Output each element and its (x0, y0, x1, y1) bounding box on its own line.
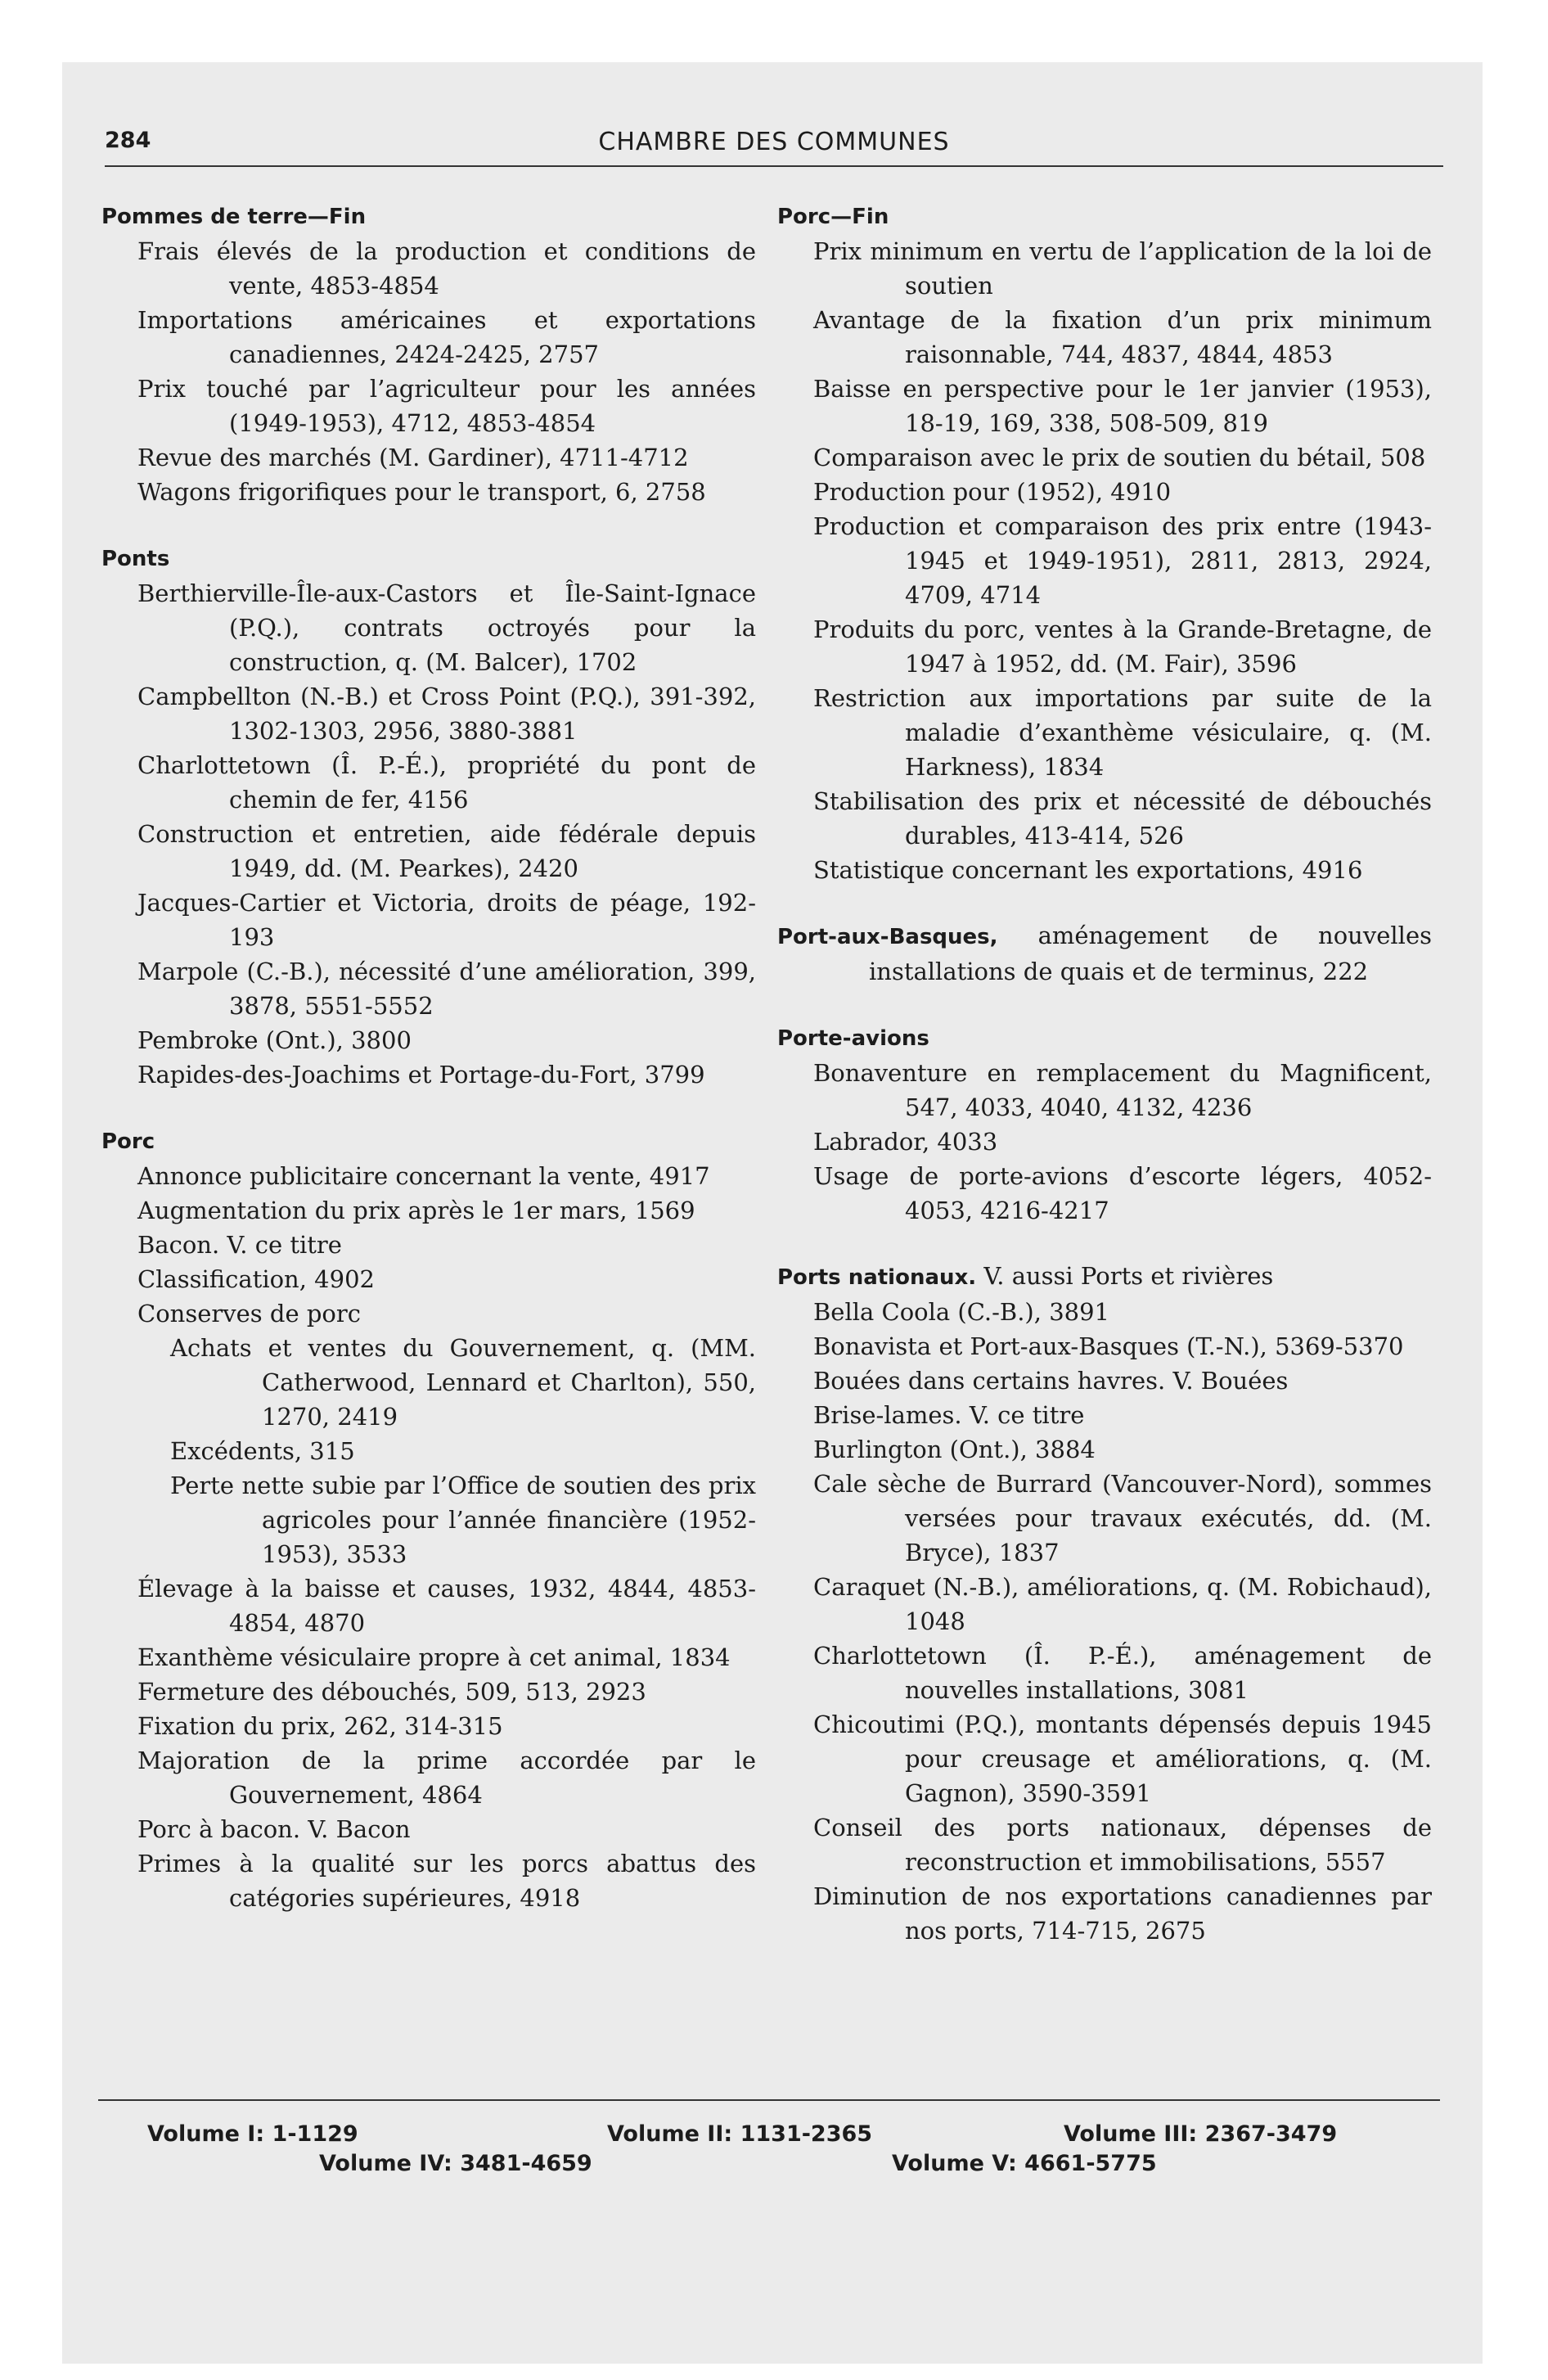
left-column (101, 198, 756, 1915)
section-heading-line (777, 918, 1432, 989)
page-header (105, 128, 1443, 167)
index-entry: Stabilisation des prix et nécessité de débouchés durables, 413-414, 526 (813, 787, 1432, 850)
index-entry: Chicoutimi (P.Q.), montants dépensés depuis 1945 pour creusage et améliorations, q. (M. Gagnon), 3590-3591 (813, 1711, 1432, 1807)
index-entry: Pembroke (Ont.), 3800 (137, 1026, 412, 1054)
index-entry: Classification, 4902 (137, 1265, 375, 1293)
section-heading: Porte-avions (777, 1026, 929, 1051)
index-entry: Charlottetown (Î. P.-É.), propriété du pont de chemin de fer, 4156 (137, 751, 756, 814)
index-entry: Jacques-Cartier et Victoria, droits de péage, 192-193 (137, 889, 756, 951)
index-entry: Frais élevés de la production et conditions de vente, 4853-4854 (137, 237, 756, 300)
index-subentry: Achats et ventes du Gouvernement, q. (MM. Catherwood, Lennard et Charlton), 550, 1270, 2419 (170, 1334, 756, 1431)
index-section (101, 198, 756, 509)
section-heading: Pommes de terre—Fin (101, 205, 367, 229)
index-entry: Rapides-des-Joachims et Portage-du-Fort, 3799 (137, 1061, 705, 1089)
index-entry: Berthierville-Île-aux-Castors et Île-Saint-Ignace (P.Q.), contrats octroyés pour la construction, q. (M. Balcer), 1702 (137, 579, 756, 676)
index-subentry: Perte nette subie par l’Office de soutien des prix agricoles pour l’année financière (1952-1953), 3533 (170, 1472, 756, 1568)
index-entry: Restriction aux importations par suite de la maladie d’exanthème vésiculaire, q. (M. Harkness), 1834 (813, 684, 1432, 781)
section-heading: Ponts (101, 547, 170, 571)
section-heading: Ports nationaux. (777, 1265, 977, 1290)
section-heading-line (101, 1123, 756, 1159)
footer-volume-2: Volume II: 1131-2365 (607, 2121, 873, 2147)
index-entry: Production et comparaison des prix entre (1943-1945 et 1949-1951), 2811, 2813, 2924, 4709, 4714 (813, 512, 1432, 609)
index-entry: Caraquet (N.-B.), améliorations, q. (M. Robichaud), 1048 (813, 1573, 1432, 1635)
section-heading-line (101, 540, 756, 576)
index-entry: Avantage de la fixation d’un prix minimum raisonnable, 744, 4837, 4844, 4853 (813, 306, 1432, 368)
index-entry: Primes à la qualité sur les porcs abattus des catégories supérieures, 4918 (137, 1850, 756, 1912)
index-entry: Marpole (C.-B.), nécessité d’une amélioration, 399, 3878, 5551-5552 (137, 958, 756, 1020)
index-entry: Wagons frigorifiques pour le transport, 6, 2758 (137, 478, 706, 506)
index-entry: Conserves de porc (137, 1300, 361, 1327)
section-heading: Porc (101, 1129, 155, 1154)
index-entry: Annonce publicitaire concernant la vente, 4917 (137, 1162, 710, 1190)
footer-volume-5: Volume V: 4661-5775 (892, 2151, 1157, 2176)
index-entry: Fixation du prix, 262, 314-315 (137, 1712, 503, 1740)
index-entry: Campbellton (N.-B.) et Cross Point (P.Q.), 391-392, 1302-1303, 2956, 3880-3881 (137, 683, 756, 745)
section-heading-line (777, 1259, 1432, 1295)
index-entry: Bouées dans certains havres. V. Bouées (813, 1367, 1289, 1395)
index-section (777, 1259, 1432, 1948)
index-entry: Importations américaines et exportations canadiennes, 2424-2425, 2757 (137, 306, 756, 368)
index-entry: Charlottetown (Î. P.-É.), aménagement de nouvelles installations, 3081 (813, 1642, 1432, 1704)
index-entry: Construction et entretien, aide fédérale depuis 1949, dd. (M. Pearkes), 2420 (137, 820, 756, 882)
section-heading: Porc—Fin (777, 205, 889, 229)
index-entry: Statistique concernant les exportations, 4916 (813, 856, 1363, 884)
index-entry: Bonaventure en remplacement du Magnificent, 547, 4033, 4040, 4132, 4236 (813, 1059, 1432, 1121)
index-entry: Revue des marchés (M. Gardiner), 4711-4712 (137, 444, 689, 471)
index-entry: Bacon. V. ce titre (137, 1231, 342, 1259)
index-entry: Comparaison avec le prix de soutien du bétail, 508 (813, 444, 1426, 471)
footer-volume-4: Volume IV: 3481-4659 (319, 2151, 592, 2176)
index-entry: Produits du porc, ventes à la Grande-Bretagne, de 1947 à 1952, dd. (M. Fair), 3596 (813, 615, 1432, 678)
page-number: 284 (105, 128, 151, 153)
index-entry: Diminution de nos exportations canadiennes par nos ports, 714-715, 2675 (813, 1882, 1432, 1945)
index-entry: Conseil des ports nationaux, dépenses de reconstruction et immobilisations, 5557 (813, 1814, 1432, 1876)
right-column (777, 198, 1432, 1948)
index-entry: Cale sèche de Burrard (Vancouver-Nord), sommes versées pour travaux exécutés, dd. (M. Bryce), 1837 (813, 1470, 1432, 1566)
index-entry: Usage de porte-avions d’escorte légers, 4052-4053, 4216-4217 (813, 1162, 1432, 1224)
index-subentry: Excédents, 315 (170, 1437, 355, 1465)
index-entry: Prix minimum en vertu de l’application de la loi de soutien (813, 237, 1432, 300)
footer-volume-3: Volume III: 2367-3479 (1064, 2121, 1338, 2147)
index-entry: Majoration de la prime accordée par le Gouvernement, 4864 (137, 1747, 756, 1809)
index-entry: Bella Coola (C.-B.), 3891 (813, 1298, 1109, 1326)
running-head: CHAMBRE DES COMMUNES (598, 128, 950, 156)
index-entry: Bonavista et Port-aux-Basques (T.-N.), 5369-5370 (813, 1332, 1404, 1360)
index-entry: Prix touché par l’agriculteur pour les années (1949-1953), 4712, 4853-4854 (137, 375, 756, 437)
index-entry: Brise-lames. V. ce titre (813, 1401, 1085, 1429)
footer-volume-1: Volume I: 1-1129 (147, 2121, 358, 2147)
index-entry: Burlington (Ont.), 3884 (813, 1436, 1096, 1463)
index-section (777, 918, 1432, 989)
index-entry: Augmentation du prix après le 1er mars, 1569 (137, 1197, 695, 1224)
section-heading-line (777, 198, 1432, 234)
index-entry: Fermeture des débouchés, 509, 513, 2923 (137, 1678, 646, 1706)
section-heading-line (777, 1020, 1432, 1056)
index-entry: Exanthème vésiculaire propre à cet animal, 1834 (137, 1643, 731, 1671)
section-heading-detail: V. aussi Ports et rivières (983, 1262, 1274, 1290)
index-entry: Production pour (1952), 4910 (813, 478, 1172, 506)
section-heading-detail: aménagement de nouvelles installations de quais et de terminus, 222 (869, 922, 1432, 985)
section-heading: Port-aux-Basques, (777, 925, 998, 949)
index-entry: Élevage à la baisse et causes, 1932, 4844, 4853-4854, 4870 (137, 1575, 756, 1637)
index-section (777, 1020, 1432, 1228)
index-entry: Baisse en perspective pour le 1er janvier (1953), 18-19, 169, 338, 508-509, 819 (813, 375, 1432, 437)
index-section (101, 540, 756, 1092)
index-entry: Labrador, 4033 (813, 1128, 998, 1156)
index-section (777, 198, 1432, 887)
index-section (101, 1123, 756, 1915)
footer-rule (98, 2099, 1440, 2101)
index-entry: Porc à bacon. V. Bacon (137, 1815, 411, 1843)
section-heading-line (101, 198, 756, 234)
